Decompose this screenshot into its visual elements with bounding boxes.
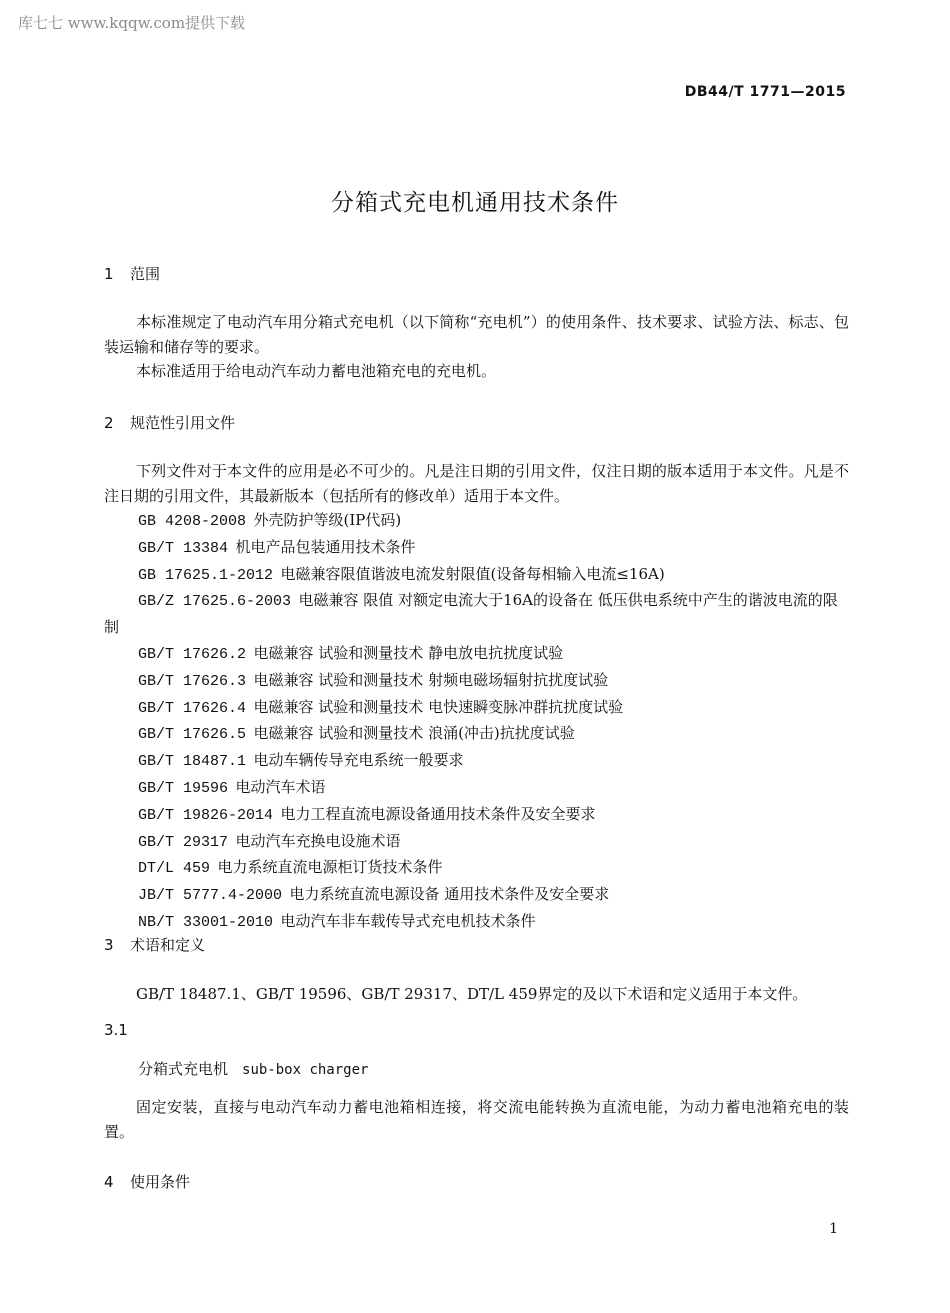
- reference-item: [104, 748, 849, 775]
- reference-code: GB/T 17626.4: [138, 699, 247, 717]
- reference-item: [104, 855, 849, 882]
- reference-item: [104, 721, 849, 748]
- section-3-paragraph-1: GB/T 18487.1、GB/T 19596、GB/T 29317、DT/L 459界定的及以下术语和定义适用于本文件。: [136, 985, 808, 1003]
- section-title: 规范性引用文件: [130, 414, 236, 432]
- term-english: sub-box charger: [242, 1062, 369, 1078]
- section-1-paragraph-1: 本标准规定了电动汽车用分箱式充电机（以下简称“充电机”）的使用条件、技术要求、试验方法、标志、包装运输和储存等的要求。: [104, 313, 849, 356]
- document-title: 分箱式充电机通用技术条件: [331, 190, 619, 216]
- reference-title: 电磁兼容 试验和测量技术 浪涌(冲击)抗扰度试验: [253, 724, 575, 743]
- reference-item: [104, 562, 849, 589]
- reference-title: 电力系统直流电源柜订货技术条件: [217, 858, 443, 877]
- reference-code: GB/T 19596: [138, 779, 229, 797]
- page-number: 1: [829, 1221, 838, 1237]
- term-chinese: 分箱式充电机: [138, 1060, 229, 1078]
- reference-title: 电磁兼容 试验和测量技术 电快速瞬变脉冲群抗扰度试验: [253, 697, 624, 716]
- subsection-3-1-number: 3.1: [104, 1021, 128, 1039]
- reference-title: 机电产品包装通用技术条件: [235, 537, 416, 556]
- reference-title: 电磁兼容 限值 对额定电流大于16A的设备在 低压供电系统中产生的谐波电流的限制: [104, 591, 838, 637]
- reference-title: 电动汽车术语: [235, 777, 326, 796]
- standard-number: DB44/T 1771—2015: [684, 84, 846, 100]
- reference-code: GB/T 17626.2: [138, 645, 247, 663]
- reference-code: DT/L 459: [138, 860, 211, 878]
- reference-code: GB/T 19826-2014: [138, 806, 274, 824]
- section-2-paragraph-1: 下列文件对于本文件的应用是必不可少的。凡是注日期的引用文件，仅注日期的版本适用于本文件。凡是不注日期的引用文件，其最新版本（包括所有的修改单）适用于本文件。: [104, 462, 849, 505]
- reference-code: JB/T 5777.4-2000: [138, 887, 283, 905]
- reference-item: [104, 909, 849, 936]
- term-entry: [138, 1058, 368, 1079]
- section-1-heading: [104, 263, 160, 284]
- reference-item: [104, 882, 849, 909]
- reference-item: [104, 802, 849, 829]
- section-number: 1: [104, 265, 114, 283]
- reference-title: 电磁兼容 试验和测量技术 静电放电抗扰度试验: [253, 643, 564, 662]
- reference-title: 电动车辆传导充电系统一般要求: [253, 751, 464, 770]
- reference-code: NB/T 33001-2010: [138, 913, 274, 931]
- reference-item: [104, 508, 849, 535]
- section-3-heading: [104, 934, 205, 955]
- reference-code: GB 4208-2008: [138, 513, 247, 530]
- reference-item: [104, 829, 849, 856]
- section-number: 2: [104, 414, 114, 432]
- reference-title: 电动汽车非车载传导式充电机技术条件: [280, 911, 536, 930]
- normative-reference-list: [104, 508, 849, 936]
- section-2-heading: [104, 412, 235, 433]
- reference-code: GB 17625.1-2012: [138, 566, 274, 584]
- term-definition: 固定安装，直接与电动汽车动力蓄电池箱相连接，将交流电能转换为直流电能，为动力蓄电池箱充电的装置。: [104, 1098, 849, 1141]
- section-4-heading: [104, 1171, 190, 1192]
- reference-item: [104, 775, 849, 802]
- reference-code: GB/T 13384: [138, 539, 229, 557]
- reference-title: 电磁兼容限值谐波电流发射限值(设备每相输入电流≤16A): [280, 564, 665, 583]
- reference-item: [104, 588, 849, 641]
- reference-item: [104, 535, 849, 562]
- reference-title: 电力系统直流电源设备 通用技术条件及安全要求: [289, 885, 610, 904]
- section-number: 4: [104, 1173, 114, 1191]
- section-title: 使用条件: [130, 1173, 191, 1191]
- reference-title: 电力工程直流电源设备通用技术条件及安全要求: [280, 804, 596, 823]
- reference-title: 电磁兼容 试验和测量技术 射频电磁场辐射抗扰度试验: [253, 670, 609, 689]
- reference-code: GB/T 18487.1: [138, 753, 247, 771]
- reference-item: [104, 695, 849, 722]
- section-title: 范围: [130, 265, 161, 283]
- reference-code: GB/T 17626.3: [138, 672, 247, 690]
- section-number: 3: [104, 936, 114, 954]
- watermark-text: 库七七 www.kqqw.com提供下载: [18, 14, 246, 32]
- section-1-paragraph-2: 本标准适用于给电动汽车动力蓄电池箱充电的充电机。: [136, 362, 497, 380]
- reference-item: [104, 668, 849, 695]
- section-title: 术语和定义: [130, 936, 206, 954]
- reference-item: [104, 641, 849, 668]
- reference-code: GB/T 29317: [138, 833, 229, 851]
- reference-title: 外壳防护等级(IP代码): [253, 511, 402, 529]
- reference-code: GB/T 17626.5: [138, 726, 247, 744]
- reference-code: GB/Z 17625.6-2003: [138, 593, 292, 611]
- reference-title: 电动汽车充换电设施术语: [235, 831, 401, 850]
